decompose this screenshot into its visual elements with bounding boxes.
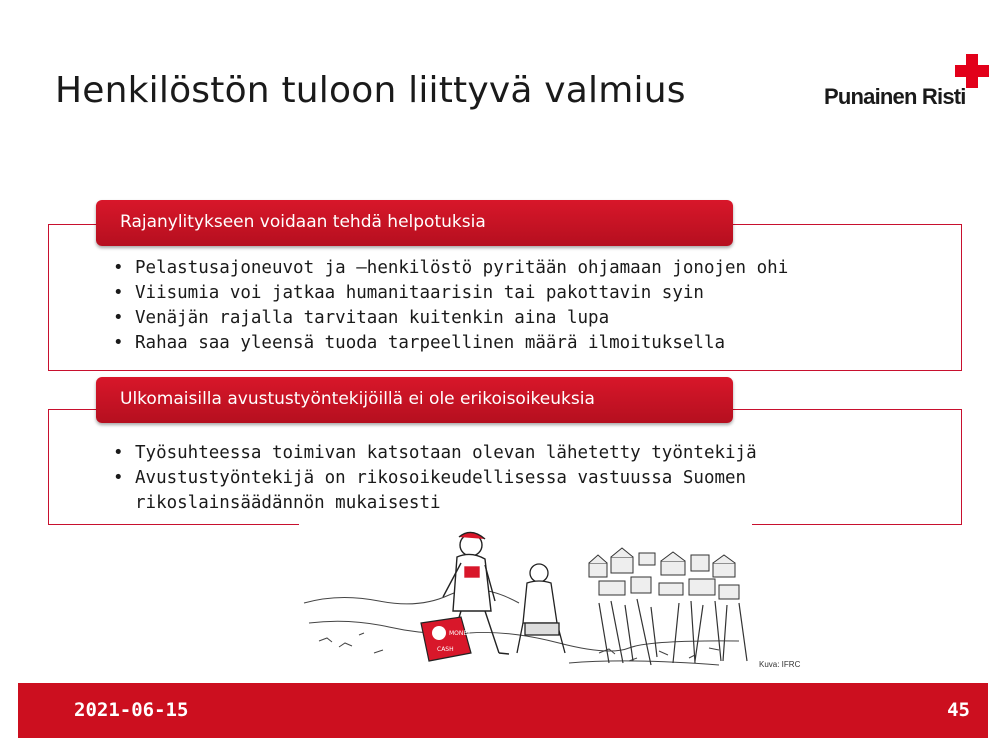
list-item: • Viisumia voi jatkaa humanitaarisin tai pakottavin syin	[113, 281, 788, 306]
footer-bar	[18, 683, 988, 738]
list-item: • Työsuhteessa toimivan katsotaan olevan lähetetty työntekijä	[113, 441, 773, 466]
red-cross-icon	[955, 54, 989, 88]
cartoon-illustration	[299, 523, 752, 673]
section-2-heading: Ulkomaisilla avustustyöntekijöillä ei ole erikoisoikeuksia	[96, 377, 733, 423]
slide-title: Henkilöstön tuloon liittyvä valmius	[55, 70, 686, 111]
cartoon-drawing	[299, 523, 752, 673]
bag-label-top: MONEY	[449, 630, 471, 637]
image-credit: Kuva: IFRC	[759, 660, 801, 669]
bag-label-bottom: CASH	[437, 646, 454, 653]
list-item: • Venäjän rajalla tarvitaan kuitenkin aina lupa	[113, 306, 788, 331]
section-1-list	[113, 256, 788, 356]
list-item: • Avustustyöntekijä on rikosoikeudellisessa vastuussa Suomen rikoslainsäädännön mukaisesti	[113, 466, 773, 516]
list-item: • Rahaa saa yleensä tuoda tarpeellinen määrä ilmoituksella	[113, 331, 788, 356]
section-2-list	[113, 441, 773, 516]
page-number: 45	[947, 699, 970, 721]
list-item: • Pelastusajoneuvot ja –henkilöstö pyritään ohjamaan jonojen ohi	[113, 256, 788, 281]
footer-date: 2021-06-15	[74, 699, 189, 721]
logo-text: Punainen Risti	[824, 84, 966, 109]
section-1-heading: Rajanylitykseen voidaan tehdä helpotuksia	[96, 200, 733, 246]
